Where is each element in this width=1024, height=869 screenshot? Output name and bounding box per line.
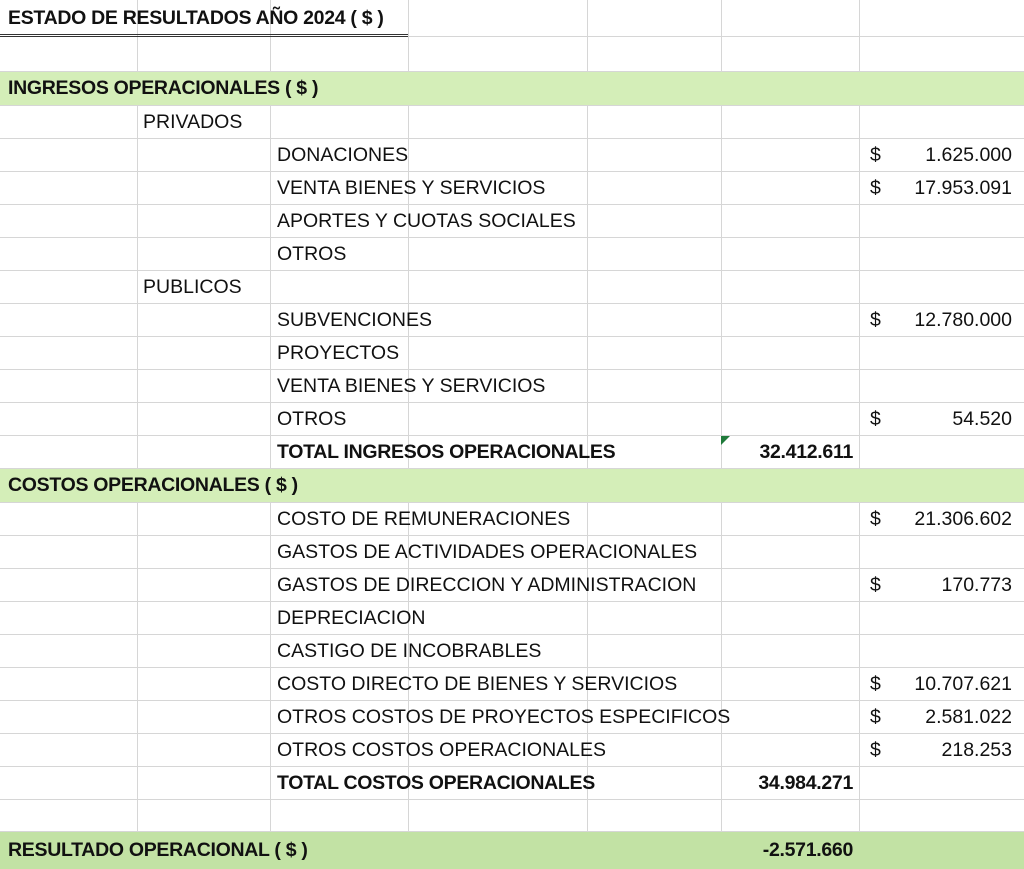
line-item-row[interactable] [0, 337, 1024, 370]
cell[interactable] [0, 436, 138, 468]
cell-amount[interactable] [860, 403, 1024, 435]
cell[interactable] [271, 37, 409, 71]
ingresos-header: INGRESOS OPERACIONALES ( $ ) [8, 77, 319, 99]
line-item-row[interactable] [0, 139, 1024, 172]
line-item-row[interactable] [0, 304, 1024, 337]
cell-label[interactable] [271, 370, 546, 402]
cell-amount[interactable] [860, 172, 1024, 204]
cell-total-amount[interactable] [722, 767, 860, 799]
ingresos-header-row[interactable] [0, 72, 1024, 106]
cell[interactable] [588, 72, 722, 105]
cell[interactable] [722, 139, 860, 171]
cell[interactable] [722, 469, 860, 502]
line-item-label: COSTO DE REMUNERACIONES [277, 507, 571, 530]
cell-label[interactable] [271, 304, 432, 336]
cell[interactable] [588, 469, 722, 502]
cell-amount[interactable] [860, 602, 1024, 634]
cell[interactable] [409, 800, 588, 831]
cell[interactable] [722, 635, 860, 667]
cell[interactable] [860, 767, 1024, 799]
cell[interactable] [722, 800, 860, 831]
cell[interactable] [588, 106, 722, 138]
cell-label[interactable] [271, 403, 409, 435]
cell[interactable] [588, 403, 722, 435]
amount-value: 17.953.091 [914, 176, 1012, 199]
cell[interactable] [588, 832, 722, 869]
cell[interactable] [0, 503, 138, 535]
cell[interactable] [588, 205, 722, 237]
cell-amount[interactable] [860, 635, 1024, 667]
cell[interactable] [588, 37, 722, 71]
cell-title[interactable] [0, 0, 384, 36]
line-item-row[interactable] [0, 635, 1024, 668]
cell[interactable] [722, 503, 860, 535]
line-item-label: OTROS [277, 242, 347, 265]
cell-label[interactable] [271, 238, 409, 270]
costos-header: COSTOS OPERACIONALES ( $ ) [8, 474, 298, 496]
cell-total-amount[interactable] [722, 436, 860, 468]
resultado-row[interactable] [0, 832, 1024, 869]
cell[interactable] [138, 800, 271, 831]
cell-amount[interactable] [860, 734, 1024, 766]
currency-symbol: $ [870, 176, 881, 199]
publicos-row[interactable] [0, 271, 1024, 304]
cell-label[interactable] [271, 701, 731, 733]
cell-amount[interactable] [860, 304, 1024, 336]
currency-symbol: $ [870, 738, 881, 761]
currency-symbol: $ [870, 407, 881, 430]
cell[interactable] [0, 271, 138, 303]
cell[interactable] [0, 668, 138, 700]
cell-resultado-label[interactable] [0, 832, 308, 869]
line-item-label: VENTA BIENES Y SERVICIOS [277, 176, 546, 199]
line-item-label: DONACIONES [277, 143, 409, 166]
cell-note-marker [721, 436, 730, 445]
cell[interactable] [588, 304, 722, 336]
cell[interactable] [138, 172, 271, 204]
cell[interactable] [0, 602, 138, 634]
cell[interactable] [722, 304, 860, 336]
total-costos-row[interactable] [0, 767, 1024, 800]
empty-row[interactable] [0, 800, 1024, 832]
cell-label[interactable] [271, 602, 426, 634]
publicos-label: PUBLICOS [143, 275, 242, 298]
cell[interactable] [722, 668, 860, 700]
cell-amount[interactable] [860, 668, 1024, 700]
cell[interactable] [0, 37, 138, 71]
cell[interactable] [588, 172, 722, 204]
cell[interactable] [722, 602, 860, 634]
cell-label[interactable] [271, 172, 546, 204]
sheet-title: ESTADO DE RESULTADOS AÑO 2024 ( $ ) [8, 6, 384, 29]
cell[interactable] [0, 172, 138, 204]
cell[interactable] [138, 767, 271, 799]
cell-amount[interactable] [860, 503, 1024, 535]
cell-amount[interactable] [860, 337, 1024, 369]
cell-label[interactable] [271, 139, 409, 171]
cell[interactable] [409, 0, 588, 36]
cell[interactable] [722, 106, 860, 138]
line-item-row[interactable] [0, 536, 1024, 569]
cell[interactable] [860, 37, 1024, 71]
line-item-row[interactable] [0, 503, 1024, 536]
total-costos-amount: 34.984.271 [758, 771, 853, 794]
cell[interactable] [588, 503, 722, 535]
line-item-row[interactable] [0, 668, 1024, 701]
cell[interactable] [860, 469, 1024, 502]
line-item-row[interactable] [0, 734, 1024, 767]
line-item-label: PROYECTOS [277, 341, 400, 364]
cell-label[interactable] [271, 536, 698, 568]
cell[interactable] [138, 536, 271, 568]
cell[interactable] [722, 337, 860, 369]
cell[interactable] [722, 205, 860, 237]
cell[interactable] [0, 536, 138, 568]
cell[interactable] [0, 734, 138, 766]
cell-ingresos-header[interactable] [0, 72, 319, 105]
cell[interactable] [0, 569, 138, 601]
line-item-label: COSTO DIRECTO DE BIENES Y SERVICIOS [277, 672, 678, 695]
line-item-row[interactable] [0, 370, 1024, 403]
cell[interactable] [138, 602, 271, 634]
cell[interactable] [409, 304, 588, 336]
cell-label[interactable] [271, 734, 607, 766]
cell-label[interactable] [271, 205, 576, 237]
resultado-amount: -2.571.660 [762, 839, 853, 861]
amount-value: 54.520 [952, 407, 1012, 430]
cell[interactable] [722, 536, 860, 568]
cell[interactable] [138, 668, 271, 700]
cell[interactable] [409, 37, 588, 71]
cell[interactable] [0, 205, 138, 237]
cell[interactable] [409, 139, 588, 171]
privados-row[interactable] [0, 106, 1024, 139]
cell[interactable] [588, 602, 722, 634]
line-item-row[interactable] [0, 602, 1024, 635]
cell[interactable] [409, 403, 588, 435]
cell[interactable] [722, 370, 860, 402]
cell-total-label[interactable] [271, 436, 616, 468]
total-costos-label: TOTAL COSTOS OPERACIONALES [277, 771, 595, 794]
cell[interactable] [138, 337, 271, 369]
cell[interactable] [722, 569, 860, 601]
cell[interactable] [409, 602, 588, 634]
cell[interactable] [409, 469, 588, 502]
total-ingresos-amount: 32.412.611 [759, 440, 853, 463]
cell[interactable] [138, 436, 271, 468]
cell[interactable] [588, 800, 722, 831]
costos-header-row[interactable] [0, 469, 1024, 503]
cell[interactable] [860, 436, 1024, 468]
cell[interactable] [722, 172, 860, 204]
cell-label[interactable] [271, 503, 571, 535]
cell[interactable] [860, 800, 1024, 831]
cell[interactable] [138, 734, 271, 766]
currency-symbol: $ [870, 705, 881, 728]
line-item-label: DEPRECIACION [277, 606, 426, 629]
cell-amount[interactable] [860, 569, 1024, 601]
amount-value: 10.707.621 [914, 672, 1012, 695]
cell-privados[interactable] [138, 106, 271, 138]
cell-amount[interactable] [860, 701, 1024, 733]
cell[interactable] [588, 139, 722, 171]
cell[interactable] [588, 734, 722, 766]
cell[interactable] [0, 106, 138, 138]
cell[interactable] [271, 271, 409, 303]
cell-amount[interactable] [860, 139, 1024, 171]
cell[interactable] [0, 701, 138, 733]
line-item-label: OTROS COSTOS OPERACIONALES [277, 738, 607, 761]
cell[interactable] [588, 238, 722, 270]
cell[interactable] [138, 569, 271, 601]
cell-label[interactable] [271, 635, 542, 667]
currency-symbol: $ [870, 308, 881, 331]
total-ingresos-label: TOTAL INGRESOS OPERACIONALES [277, 440, 616, 463]
cell[interactable] [138, 701, 271, 733]
currency-symbol: $ [870, 672, 881, 695]
cell[interactable] [409, 106, 588, 138]
cell-label[interactable] [271, 569, 697, 601]
cell[interactable] [0, 370, 138, 402]
currency-symbol: $ [870, 573, 881, 596]
cell[interactable] [0, 767, 138, 799]
line-item-row[interactable] [0, 701, 1024, 734]
cell[interactable] [0, 304, 138, 336]
line-item-label: APORTES Y CUOTAS SOCIALES [277, 209, 576, 232]
cell[interactable] [138, 370, 271, 402]
line-item-row[interactable] [0, 238, 1024, 271]
cell[interactable] [138, 503, 271, 535]
cell[interactable] [138, 635, 271, 667]
line-item-label: OTROS [277, 407, 347, 430]
cell[interactable] [588, 0, 722, 36]
cell[interactable] [588, 271, 722, 303]
cell-amount[interactable] [860, 370, 1024, 402]
cell[interactable] [722, 271, 860, 303]
cell[interactable] [0, 403, 138, 435]
cell-resultado-amount[interactable] [722, 832, 860, 869]
cell[interactable] [860, 832, 1024, 869]
cell[interactable] [860, 106, 1024, 138]
cell[interactable] [0, 800, 138, 831]
cell[interactable] [409, 271, 588, 303]
currency-symbol: $ [870, 143, 881, 166]
line-item-row[interactable] [0, 569, 1024, 602]
cell[interactable] [409, 238, 588, 270]
cell[interactable] [409, 832, 588, 869]
line-item-row[interactable] [0, 205, 1024, 238]
cell[interactable] [722, 238, 860, 270]
title-row[interactable] [0, 0, 1024, 37]
resultado-label: RESULTADO OPERACIONAL ( $ ) [8, 839, 308, 861]
cell[interactable] [860, 0, 1024, 36]
cell[interactable] [409, 337, 588, 369]
cell-amount[interactable] [860, 238, 1024, 270]
amount-value: 1.625.000 [925, 143, 1012, 166]
cell[interactable] [138, 205, 271, 237]
line-item-row[interactable] [0, 403, 1024, 436]
cell[interactable] [409, 72, 588, 105]
cell-costos-header[interactable] [0, 469, 298, 502]
cell[interactable] [860, 72, 1024, 105]
amount-value: 21.306.602 [914, 507, 1012, 530]
cell-label[interactable] [271, 337, 409, 369]
cell[interactable] [271, 106, 409, 138]
cell[interactable] [588, 337, 722, 369]
cell[interactable] [722, 734, 860, 766]
amount-value: 12.780.000 [914, 308, 1012, 331]
cell[interactable] [138, 238, 271, 270]
cell[interactable] [722, 72, 860, 105]
cell[interactable] [722, 0, 860, 36]
cell-total-label[interactable] [271, 767, 595, 799]
cell-amount[interactable] [860, 205, 1024, 237]
total-ingresos-row[interactable] [0, 436, 1024, 469]
amount-value: 218.253 [941, 738, 1012, 761]
cell[interactable] [138, 403, 271, 435]
cell[interactable] [138, 139, 271, 171]
line-item-label: SUBVENCIONES [277, 308, 432, 331]
cell[interactable] [271, 800, 409, 831]
cell-amount[interactable] [860, 536, 1024, 568]
cell[interactable] [722, 701, 860, 733]
line-item-label: OTROS COSTOS DE PROYECTOS ESPECIFICOS [277, 705, 731, 728]
empty-row[interactable] [0, 37, 1024, 72]
line-item-row[interactable] [0, 172, 1024, 205]
cell[interactable] [588, 370, 722, 402]
line-item-label: CASTIGO DE INCOBRABLES [277, 639, 542, 662]
amount-value: 2.581.022 [925, 705, 1012, 728]
cell[interactable] [0, 337, 138, 369]
cell[interactable] [0, 139, 138, 171]
cell-label[interactable] [271, 668, 678, 700]
cell[interactable] [138, 304, 271, 336]
cell[interactable] [722, 403, 860, 435]
cell[interactable] [860, 271, 1024, 303]
amount-value: 170.773 [941, 573, 1012, 596]
line-item-label: VENTA BIENES Y SERVICIOS [277, 374, 546, 397]
cell[interactable] [588, 767, 722, 799]
line-item-label: GASTOS DE DIRECCION Y ADMINISTRACION [277, 573, 697, 596]
line-item-label: GASTOS DE ACTIVIDADES OPERACIONALES [277, 540, 698, 563]
privados-label: PRIVADOS [143, 110, 243, 133]
cell[interactable] [588, 635, 722, 667]
cell[interactable] [138, 37, 271, 71]
cell-publicos[interactable] [138, 271, 271, 303]
cell[interactable] [722, 37, 860, 71]
cell[interactable] [0, 635, 138, 667]
cell[interactable] [0, 238, 138, 270]
currency-symbol: $ [870, 507, 881, 530]
